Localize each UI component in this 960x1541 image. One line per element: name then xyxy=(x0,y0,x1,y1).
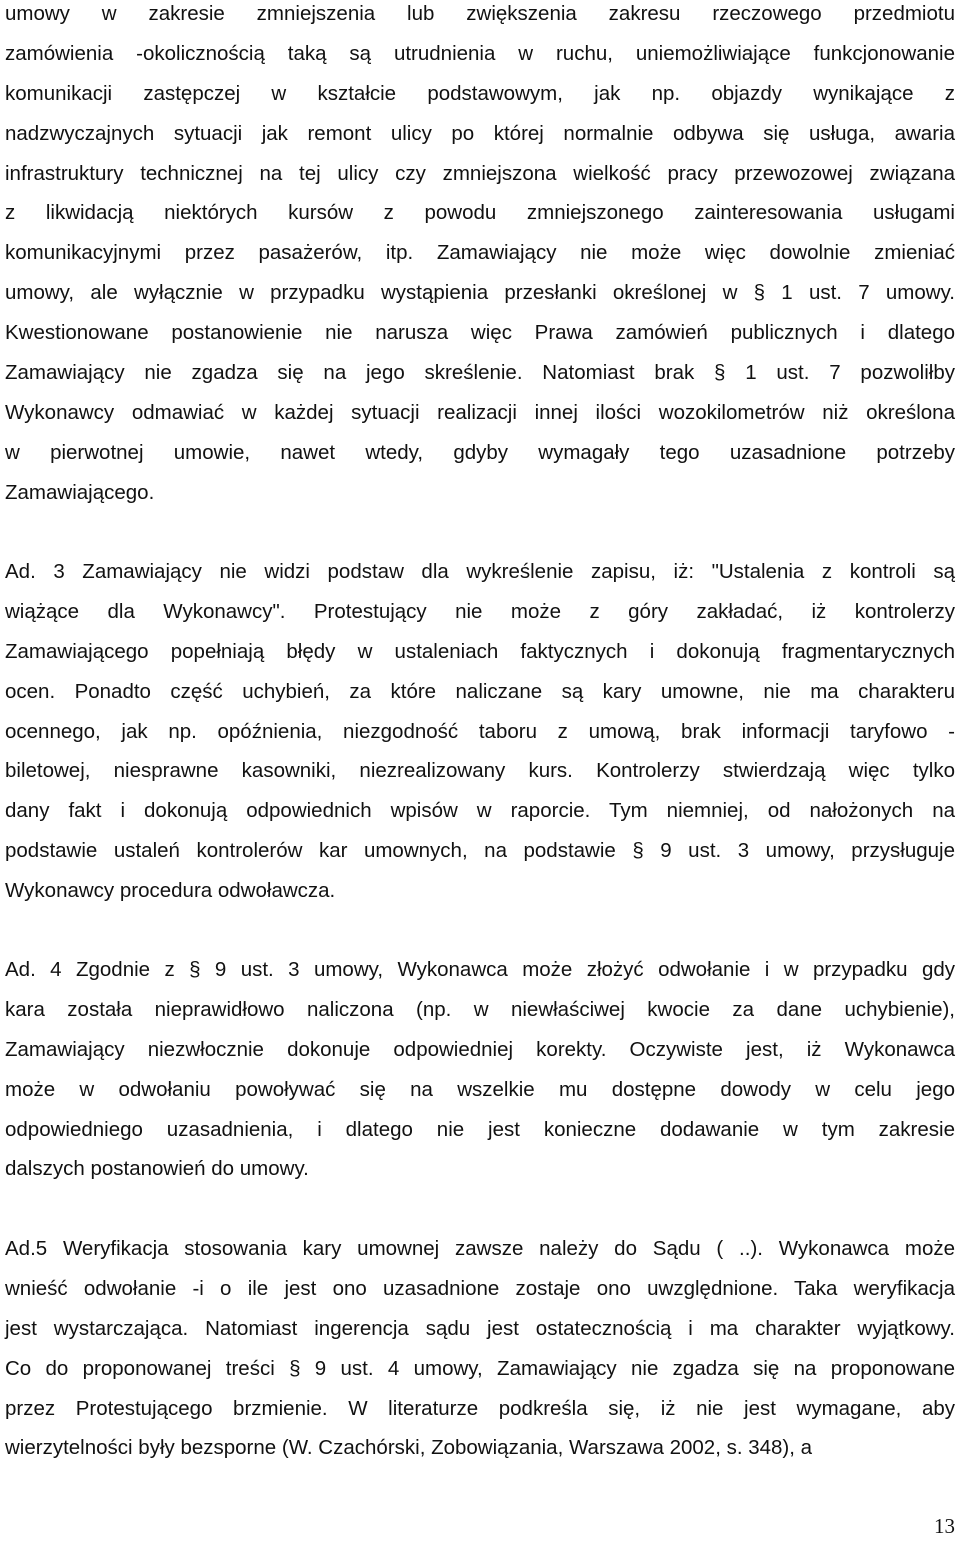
page-number: 13 xyxy=(934,1514,955,1538)
text-line: kara została nieprawidłowo naliczona (np. w niewłaściwej kwocie za dane uchybienie), xyxy=(5,997,955,1021)
paragraph-ad-4 xyxy=(5,950,955,1189)
text-line: Wykonawcy odmawiać w każdej sytuacji realizacji innej ilości wozokilometrów niż określona xyxy=(5,400,955,424)
text-line: ocennego, jak np. opóźnienia, niezgodność taboru z umową, brak informacji taryfowo - xyxy=(5,719,955,743)
text-line: może w odwołaniu powoływać się na wszelkie mu dostępne dowody w celu jego xyxy=(5,1077,955,1101)
text-line: Zamawiającego. xyxy=(5,480,155,504)
text-line: nadzwyczajnych sytuacji jak remont ulicy po której normalnie odbywa się usługa, awaria xyxy=(5,121,955,145)
text-line: z likwidacją niektórych kursów z powodu zmniejszonego zainteresowania usługami xyxy=(5,201,955,225)
text-line: Ad. 4 Zgodnie z § 9 ust. 3 umowy, Wykonawca może złożyć odwołanie i w przypadku gdy xyxy=(5,958,955,981)
paragraph-ad-5 xyxy=(5,1229,955,1468)
text-line: Zamawiający nie zgadza się na jego skreślenie. Natomiast brak § 1 ust. 7 pozwoliłby xyxy=(5,361,955,385)
text-line: jest wystarczająca. Natomiast ingerencja sądu jest ostatecznością i ma charakter wyjątkowy. xyxy=(5,1316,955,1340)
text-line: przez Protestującego brzmienie. W literaturze podkreśla się, iż nie jest wymagane, aby xyxy=(5,1396,955,1420)
text-line: Ad.5 Weryfikacja stosowania kary umownej zawsze należy do Sądu ( ..). Wykonawca może xyxy=(5,1237,955,1260)
text-line: w pierwotnej umowie, nawet wtedy, gdyby wymagały tego uzasadnione potrzeby xyxy=(5,440,955,464)
document-page xyxy=(5,0,955,1541)
text-line: Kwestionowane postanowienie nie narusza więc Prawa zamówień publicznych i dlatego xyxy=(5,321,955,345)
text-line: umowy w zakresie zmniejszenia lub zwiększenia zakresu rzeczowego przedmiotu xyxy=(5,2,955,25)
text-line: biletowej, niesprawne kasowniki, niezrealizowany kurs. Kontrolerzy stwierdzają więc tylko xyxy=(5,759,955,783)
text-line: dalszych postanowień do umowy. xyxy=(5,1157,309,1181)
text-line: Ad. 3 Zamawiający nie widzi podstaw dla wykreślenie zapisu, iż: "Ustalenia z kontroli są xyxy=(5,560,955,583)
text-line: komunikacji zastępczej w kształcie podstawowym, jak np. objazdy wynikające z xyxy=(5,81,955,105)
text-line: wierzytelności były bezsporne (W. Czachórski, Zobowiązania, Warszawa 2002, s. 348), a xyxy=(5,1436,813,1460)
text-line: infrastruktury technicznej na tej ulicy czy zmniejszona wielkość pracy przewozowej związana xyxy=(5,161,955,185)
text-line: Co do proponowanej treści § 9 ust. 4 umowy, Zamawiający nie zgadza się na proponowane xyxy=(5,1356,955,1380)
paragraph-contract-scope xyxy=(5,0,955,513)
text-line: Wykonawcy procedura odwoławcza. xyxy=(5,879,336,903)
text-line: zamówienia -okolicznością taką są utrudnienia w ruchu, uniemożliwiające funkcjonowanie xyxy=(5,41,955,65)
paragraph-ad-3 xyxy=(5,552,955,911)
text-line: podstawie ustaleń kontrolerów kar umownych, na podstawie § 9 ust. 3 umowy, przysługuje xyxy=(5,839,955,863)
text-line: komunikacyjnymi przez pasażerów, itp. Zamawiający nie może więc dowolnie zmieniać xyxy=(5,241,955,265)
text-line: Zamawiający niezwłocznie dokonuje odpowiedniej korekty. Oczywiste jest, iż Wykonawca xyxy=(5,1037,955,1061)
text-line: ocen. Ponadto część uchybień, za które naliczane są kary umowne, nie ma charakteru xyxy=(5,679,955,703)
text-line: umowy, ale wyłącznie w przypadku wystąpienia przesłanki określonej w § 1 ust. 7 umowy. xyxy=(5,281,955,305)
text-line: odpowiedniego uzasadnienia, i dlatego nie jest konieczne dodawanie w tym zakresie xyxy=(5,1117,955,1141)
text-line: wnieść odwołanie -i o ile jest ono uzasadnione zostaje ono uwzględnione. Taka weryfikacja xyxy=(5,1276,955,1300)
text-line: wiążące dla Wykonawcy". Protestujący nie może z góry zakładać, iż kontrolerzy xyxy=(5,599,955,623)
text-line: dany fakt i dokonują odpowiednich wpisów w raporcie. Tym niemniej, od nałożonych na xyxy=(5,799,955,823)
text-line: Zamawiającego popełniają błędy w ustaleniach faktycznych i dokonują fragmentarycznych xyxy=(5,639,955,663)
